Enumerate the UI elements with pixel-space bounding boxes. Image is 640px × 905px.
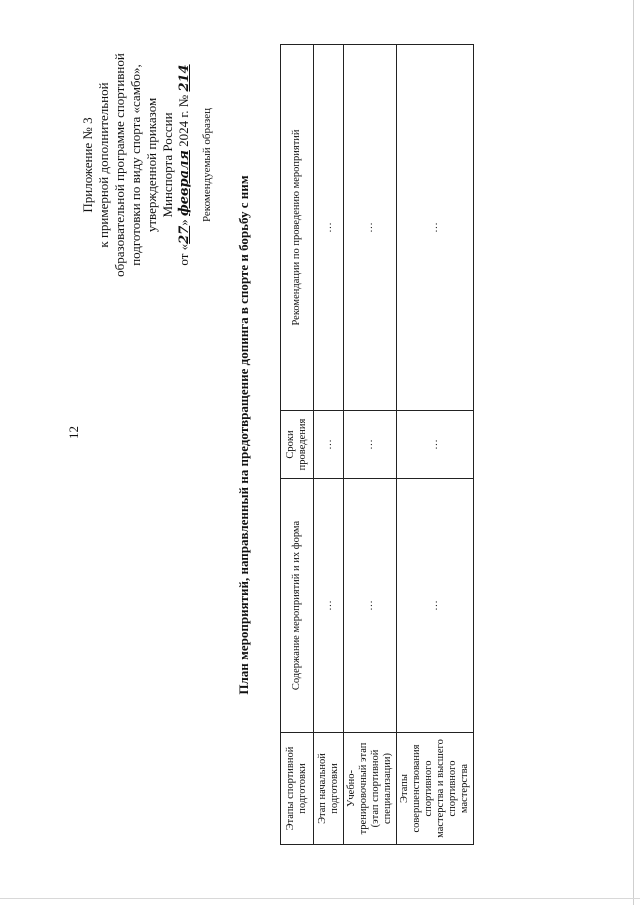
header-timing: Сроки проведения: [281, 411, 314, 479]
appendix-title: Приложение № 3: [80, 117, 95, 213]
cell-content: …: [314, 479, 344, 733]
appendix-line-2: образовательной программе спортивной: [112, 53, 127, 277]
cell-timing: …: [344, 411, 397, 479]
order-date-line: [176, 35, 193, 295]
cell-content: …: [344, 479, 397, 733]
header-content: Содержание мероприятий и их форма: [281, 479, 314, 733]
appendix-line-4: утвержденной приказом: [144, 97, 159, 233]
header-recommendations: Рекомендации по проведению мероприятий: [281, 45, 314, 411]
table-header-row: [281, 45, 314, 845]
order-mid: »: [176, 216, 191, 226]
order-year: 2024 г. №: [176, 91, 191, 151]
sample-label: Рекомендуемый образец: [201, 107, 213, 223]
cell-recommendations: …: [344, 45, 397, 411]
page-number: 12: [66, 426, 81, 439]
table-row: [397, 45, 474, 845]
header-stage: Этапы спортивной подготовки: [281, 733, 314, 845]
cell-content: …: [397, 479, 474, 733]
appendix-line-1: к примерной дополнительной: [96, 82, 111, 248]
plan-title: План мероприятий, направленный на предотвращение допинга в спорте и борьбу с ним: [236, 175, 251, 695]
cell-timing: …: [314, 411, 344, 479]
cell-recommendations: …: [314, 45, 344, 411]
appendix-line-3: подготовки по виду спорта «самбо»,: [128, 64, 143, 266]
cell-stage: Этап начальной подготовки: [314, 733, 344, 845]
appendix-header: [80, 35, 215, 295]
cell-recommendations: …: [397, 45, 474, 411]
cell-stage: Учебно-тренировочный этап (этап спортивной специализации): [344, 733, 397, 845]
order-prefix: от «: [176, 243, 191, 266]
appendix-line-5: Минспорта России: [160, 112, 175, 218]
cell-timing: …: [397, 411, 474, 479]
order-month: февраля: [177, 150, 192, 216]
table-row: [314, 45, 344, 845]
plan-table: [280, 44, 474, 845]
cell-stage: Этапы совершенствования спортивного мастерства и высшего спортивного мастерства: [397, 733, 474, 845]
table-row: [344, 45, 397, 845]
order-number: 214: [177, 64, 192, 92]
order-day: 27: [177, 225, 192, 244]
